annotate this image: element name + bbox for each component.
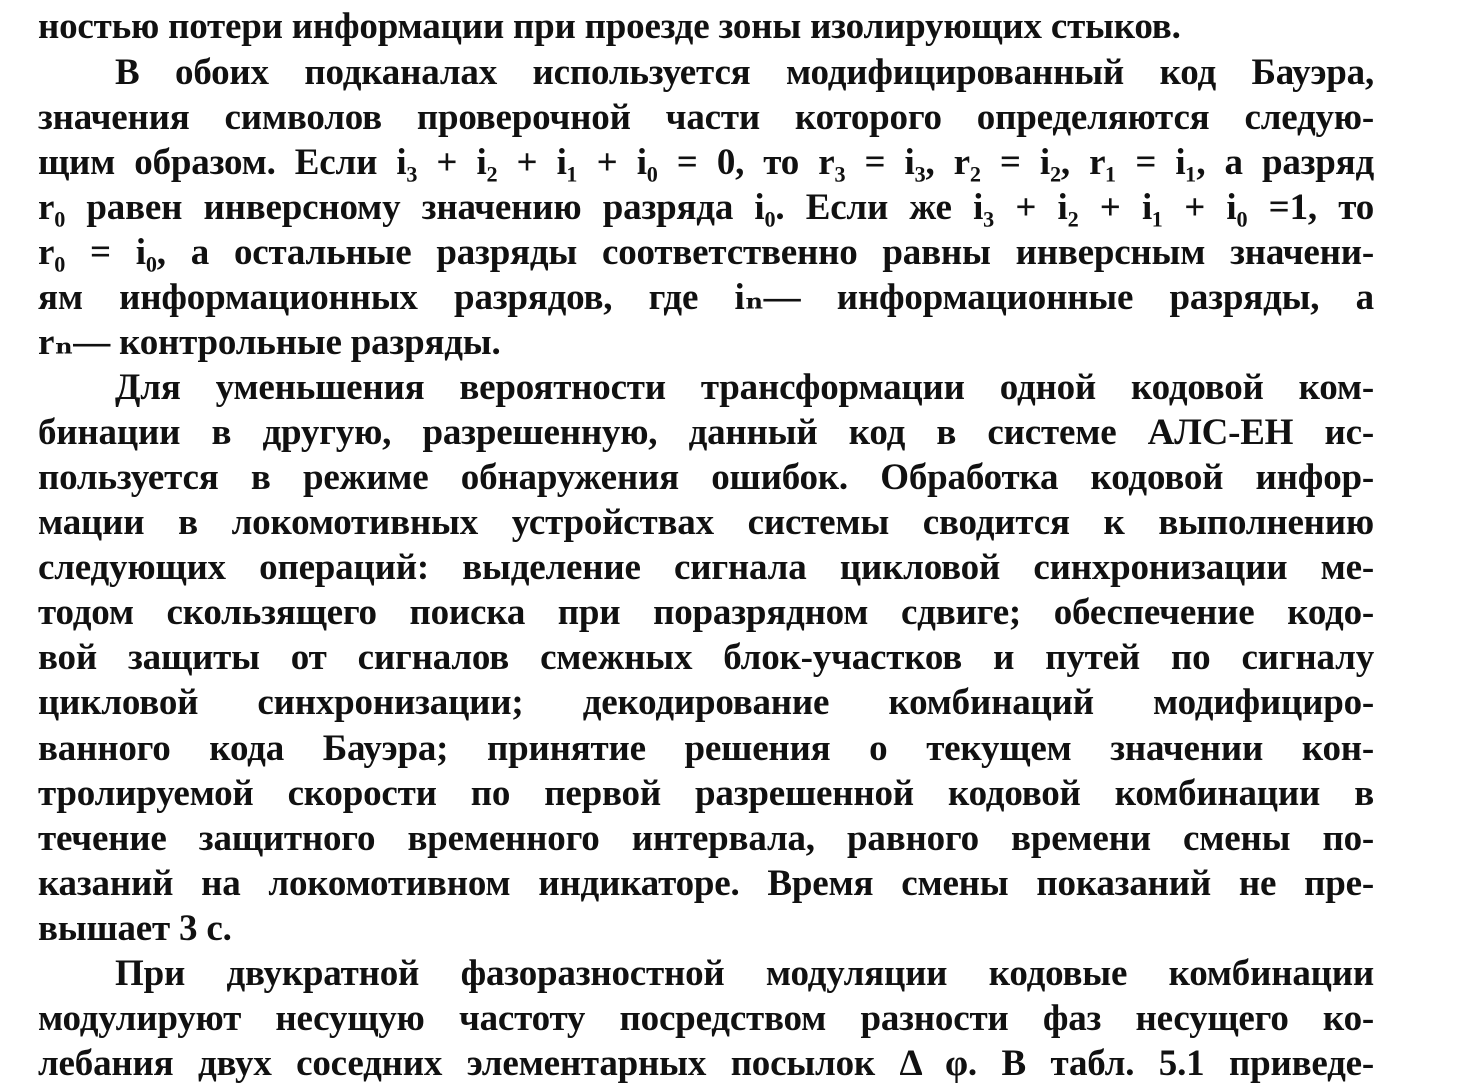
text-line: мации в локомотивных устройствах системы сводится к выполнению [38,502,1374,543]
text-line: ям информационных разрядов, где iₙ— информационные разряды, а [38,277,1374,318]
text-line: значения символов проверочной части которого определяются следую- [38,97,1374,138]
text-line: тролируемой скорости по первой разрешенной кодовой комбинации в [38,773,1374,814]
text-line: тодом скользящего поиска при поразрядном сдвиге; обеспечение кодо- [38,592,1374,633]
text-line: вышает 3 с. [38,908,232,949]
text-line: модулируют несущую частоту посредством разности фаз несущего ко- [38,998,1374,1039]
text-line: течение защитного временного интервала, равного времени смены по- [38,818,1374,859]
text-line: rₙ— контрольные разряды. [38,322,501,363]
text-line: ванного кода Бауэра; принятие решения о текущем значении кон- [38,728,1374,769]
text-line: ностью потери информации при проезде зоны изолирующих стыков. [38,6,1181,47]
text-line: r₀ = i₀, а остальные разряды соответственно равны инверсным значени- [38,232,1374,273]
text-line: следующих операций: выделение сигнала цикловой синхронизации ме- [38,547,1374,588]
paragraph-first-line: Для уменьшения вероятности трансформации одной кодовой ком- [115,367,1374,408]
paragraph-first-line: В обоих подканалах используется модифицированный код Бауэра, [115,52,1374,93]
text-line: лебания двух соседних элементарных посылок Δ φ. В табл. 5.1 приведе- [38,1043,1374,1084]
text-line: вой защиты от сигналов смежных блок-участков и путей по сигналу [38,637,1374,678]
text-line: пользуется в режиме обнаружения ошибок. Обработка кодовой инфор- [38,457,1374,498]
text-line: казаний на локомотивном индикаторе. Время смены показаний не пре- [38,863,1374,904]
text-line: цикловой синхронизации; декодирование комбинаций модифициро- [38,682,1374,723]
text-line: щим образом. Если i₃ + i₂ + i₁ + i₀ = 0, то r₃ = i₃, r₂ = i₂, r₁ = i₁, а разряд [38,142,1374,183]
paragraph-first-line: При двукратной фазоразностной модуляции кодовые комбинации [115,953,1374,994]
text-line: бинации в другую, разрешенную, данный код в системе АЛС-ЕН ис- [38,412,1374,453]
text-line: r₀ равен инверсному значению разряда i₀. Если же i₃ + i₂ + i₁ + i₀ =1, то [38,187,1374,228]
